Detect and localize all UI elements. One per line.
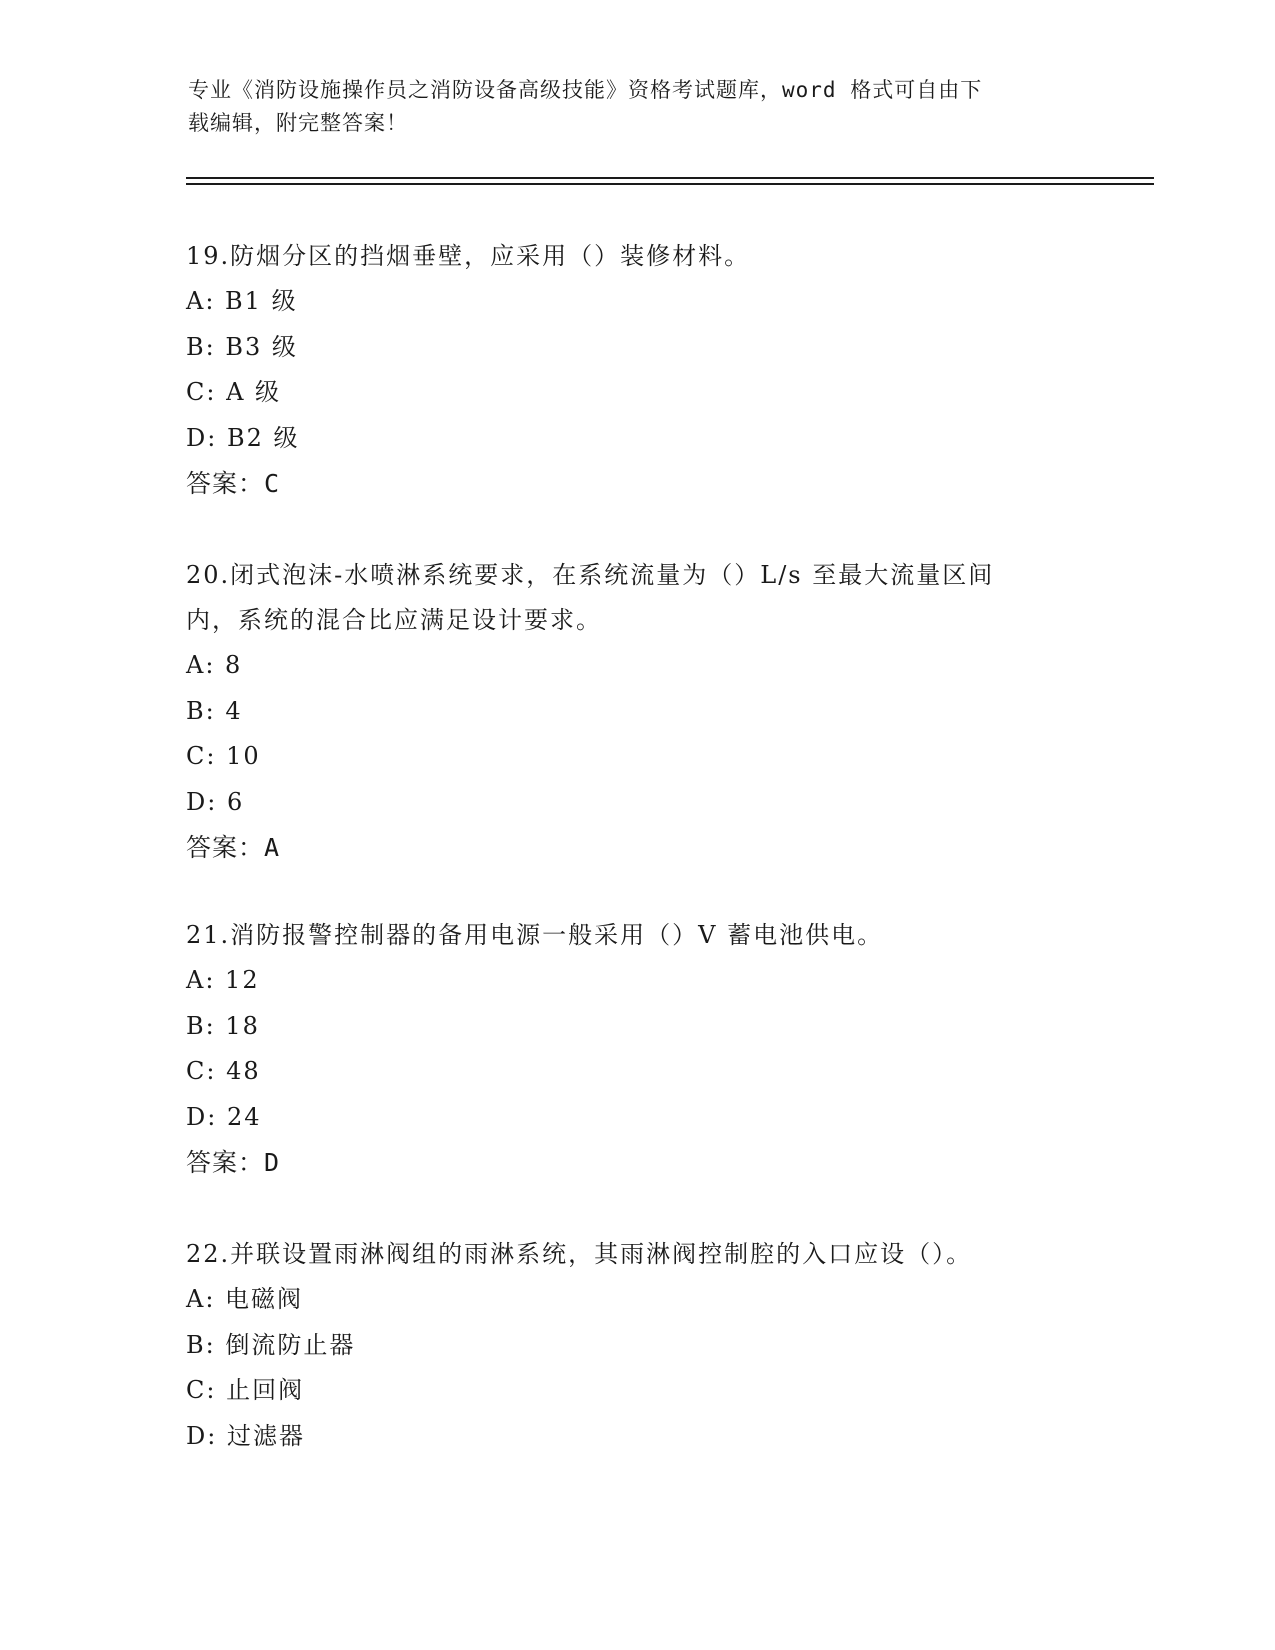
question-text-line-2: 内，系统的混合比应满足设计要求。	[186, 606, 602, 634]
option-d: D: B2 级	[186, 423, 300, 452]
question-20	[186, 553, 1086, 870]
question-text: 21.消防报警控制器的备用电源一般采用（）V 蓄电池供电。	[186, 921, 884, 949]
option-c: C: 止回阀	[186, 1376, 305, 1404]
option-b: B: 4	[186, 696, 243, 725]
question-text: 22.并联设置雨淋阀组的雨淋系统，其雨淋阀控制腔的入口应设（）。	[186, 1240, 973, 1268]
option-a: A: 电磁阀	[186, 1285, 304, 1313]
question-22	[186, 1232, 1086, 1459]
header-line-2: 载编辑，附完整答案！	[188, 111, 408, 135]
answer-label: 答案：D	[186, 1148, 281, 1177]
option-b: B: B3 级	[186, 332, 298, 361]
answer-label: 答案：C	[186, 469, 281, 498]
option-c: C: A 级	[186, 378, 282, 406]
header-line-1: 专业《消防设施操作员之消防设备高级技能》资格考试题库，word 格式可自由下	[188, 78, 983, 102]
option-a: A: 12	[186, 966, 260, 994]
question-text: 19.防烟分区的挡烟垂壁，应采用（）装修材料。	[186, 242, 751, 270]
question-21	[186, 913, 1086, 1185]
header-divider-bottom	[186, 183, 1154, 185]
option-b: B: 18	[186, 1011, 260, 1040]
option-a: A: 8	[186, 651, 243, 679]
option-d: D: 24	[186, 1102, 262, 1131]
question-text-line-1: 20.闭式泡沫-水喷淋系统要求，在系统流量为（）L/s 至最大流量区间	[186, 561, 995, 589]
document-header	[188, 74, 1088, 140]
option-c: C: 10	[186, 742, 261, 770]
answer-label: 答案：A	[186, 833, 281, 862]
option-a: A: B1 级	[186, 287, 298, 315]
option-b: B: 倒流防止器	[186, 1330, 356, 1359]
question-19	[186, 234, 1086, 506]
option-c: C: 48	[186, 1057, 261, 1085]
option-d: D: 6	[186, 787, 245, 816]
header-divider-top	[186, 177, 1154, 179]
option-d: D: 过滤器	[186, 1421, 305, 1450]
